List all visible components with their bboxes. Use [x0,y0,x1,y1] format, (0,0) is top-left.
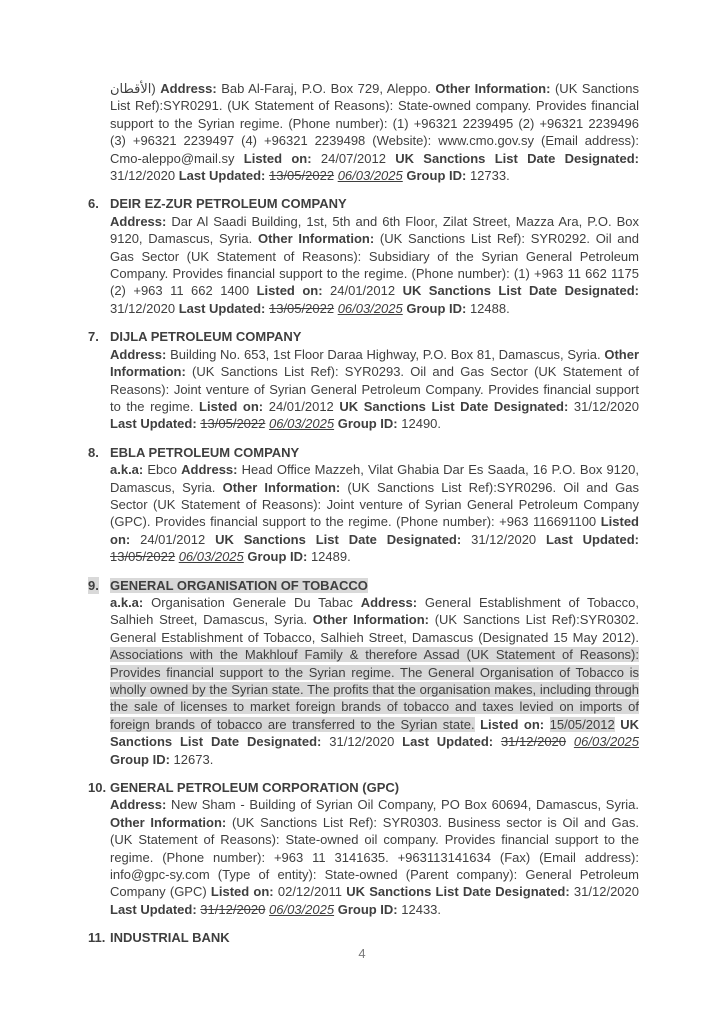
entry-title: INDUSTRIAL BANK [110,930,230,946]
entry-title: DEIR EZ-ZUR PETROLEUM COMPANY [110,196,347,212]
entry-title: GENERAL ORGANISATION OF TOBACCO [110,577,368,593]
sanction-entry [88,444,639,566]
sanction-entry [88,80,639,184]
sanctions-list-content [88,80,639,958]
sanction-entry [88,195,639,317]
entry-body: الأقطان) Address: Bab Al-Faraj, P.O. Box 729, Aleppo. Other Information: (UK Sanctions List Ref):SYR0291. (UK Statement of Reasons): State-owned company. Provides financial support to the Syrian regime. (Phone number): (1) +96321 2239495 (2) +96321 2239496 (3) +96321 2239497 (4) +96321 2239498 (Website): www.cmo.gov.sy (Email address): Cmo-aleppo@mail.sy Listed on: 24/07/2012 UK Sanctions List Date Designated: 31/12/2020 Last Updated: 13/05/2022 06/03/2025 Group ID: 12733. [110,81,639,184]
entry-number: 6. [88,196,99,212]
entry-number: 10. [88,780,107,796]
sanction-entry [88,577,639,768]
entry-body: Address: Dar Al Saadi Building, 1st, 5th and 6th Floor, Zilat Street, Mazza Ara, P.O. Box 9120, Damascus, Syria. Other Information: (UK Sanctions List Ref): SYR0292. Oil and Gas Sector (UK Statement of Reasons): Subsidiary of the Syrian General Petroleum Company. Provides financial support to the regime. (Phone number): (1) +963 11 662 1175 (2) +963 11 662 1400 Listed on: 24/01/2012 UK Sanctions List Date Designated: 31/12/2020 Last Updated: 13/05/2022 06/03/2025 Group ID: 12488. [110,213,640,316]
entry-number: 9. [88,577,99,593]
entry-title: DIJLA PETROLEUM COMPANY [110,329,302,345]
entry-body: Address: Building No. 653, 1st Floor Daraa Highway, P.O. Box 81, Damascus, Syria. Other Information: (UK Sanctions List Ref): SYR0293. Oil and Gas Sector (UK Statement of Reasons): Joint venture of Syrian General Petroleum Company. Provides financial support to the regime. Listed on: 24/01/2012 UK Sanctions List Date Designated: 31/12/2020 Last Updated: 13/05/2022 06/03/2025 Group ID: 12490. [110,346,639,432]
entry-number: 8. [88,444,99,460]
sanction-entry [88,929,639,946]
entry-body: a.k.a: Ebco Address: Head Office Mazzeh, Vilat Ghabia Dar Es Saada, 16 P.O. Box 9120, Damascus, Syria. Other Information: (UK Sanctions List Ref):SYR0296. Oil and Gas Sector (UK Statement of Reasons): Joint venture of Syrian General Petroleum Company (GPC). Provides financial support to the regime. (Phone number): +963 116691100 Listed on: 24/01/2012 UK Sanctions List Date Designated: 31/12/2020 Last Updated: 13/05/2022 06/03/2025 Group ID: 12489. [110,462,639,565]
entry-title: GENERAL PETROLEUM CORPORATION (GPC) [110,780,400,796]
sanction-entry [88,328,639,432]
entry-body: Address: New Sham - Building of Syrian Oil Company, PO Box 60694, Damascus, Syria. Other Information: (UK Sanctions List Ref): SYR0303. Business sector is Oil and Gas. (UK Statement of Reasons): State-owned oil company. Provides financial support to the regime. (Phone number): +963 11 3141635. +963113141634 (Fax) (Email address): info@gpc-sy.com (Type of entity): State-owned (Parent company): General Petroleum Company (GPC) Listed on: 02/12/2011 UK Sanctions List Date Designated: 31/12/2020 Last Updated: 31/12/2020 06/03/2025 Group ID: 12433. [110,797,639,917]
page-number: 4 [358,946,366,961]
entry-number: 11. [88,930,106,946]
entry-body: a.k.a: Organisation Generale Du Tabac Address: General Establishment of Tobacco, Salhieh Street, Damascus, Syria. Other Information: (UK Sanctions List Ref):SYR0302. General Establishment of Tobacco, Salhieh Street, Damascus (Designated 15 May 2012). Associations with the Makhlouf Family & therefore Assad (UK Statement of Reasons): Provides financial support to the Syrian regime. The General Organisation of Tobacco is wholly owned by the Syrian state. The profits that the organisation makes, including through the sale of licenses to market foreign brands of tobacco and taxes levied on imports of foreign brands of tobacco are transferred to the Syrian state. Listed on: 15/05/2012 UK Sanctions List Date Designated: 31/12/2020 Last Updated: 31/12/2020 06/03/2025 Group ID: 12673. [110,594,640,767]
entry-number: 7. [88,329,99,345]
entry-title: EBLA PETROLEUM COMPANY [110,444,300,460]
entries [88,80,639,947]
sanction-entry [88,779,639,918]
